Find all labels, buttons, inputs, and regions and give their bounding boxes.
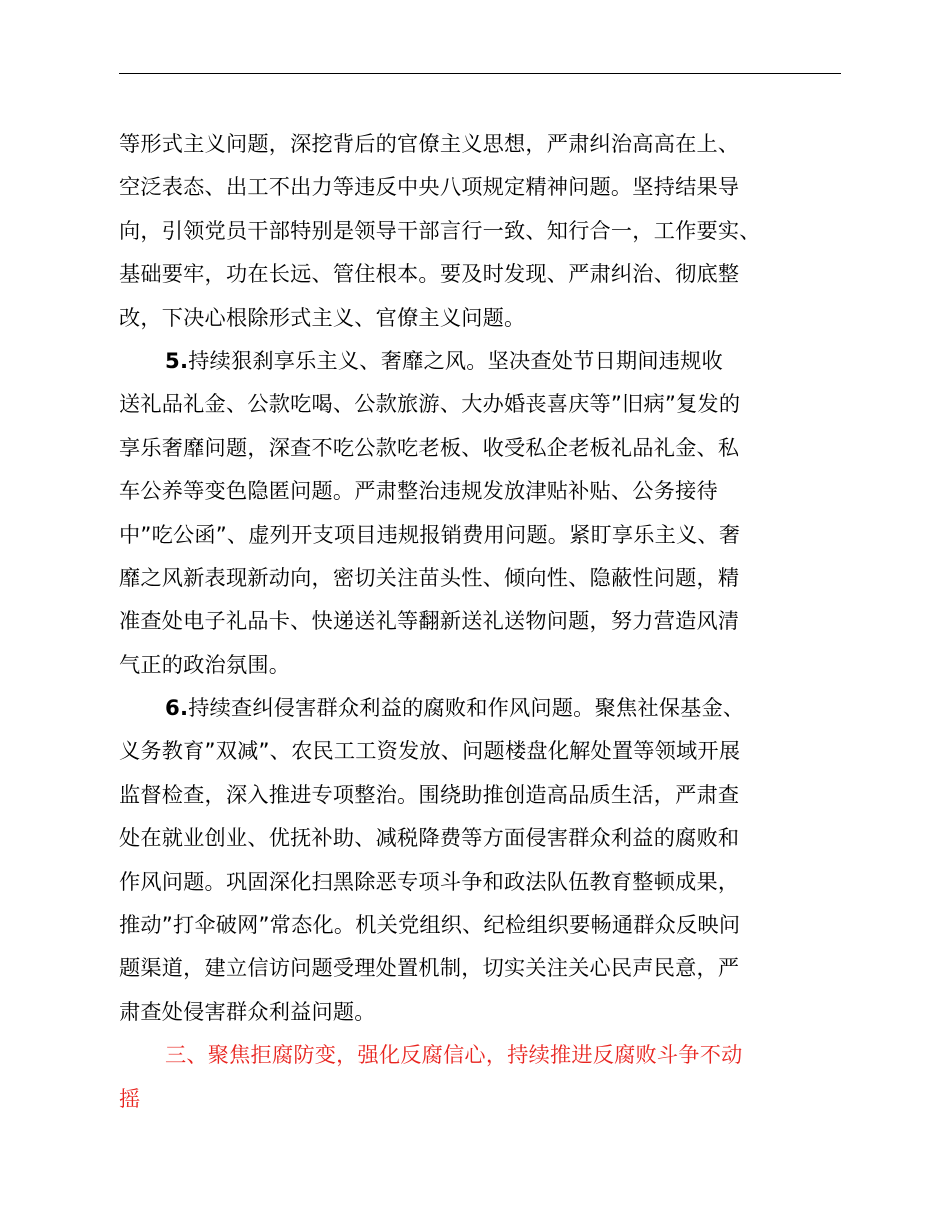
- text-line: 气正的政治氛围。: [119, 651, 291, 677]
- text-line: 监督检查，深入推进专项整治。围绕助推创造高品质生活，严肃查: [119, 781, 740, 807]
- section-heading-line: 摇: [119, 1085, 141, 1111]
- paragraph-item-5: [119, 339, 849, 686]
- text-line: [119, 686, 849, 729]
- text-line: 准查处电子礼品卡、快递送礼等翻新送礼送物问题，努力营造风清: [119, 608, 740, 634]
- text-line: 中”吃公函”、虚列开支项目违规报销费用问题。紧盯享乐主义、奢: [119, 521, 741, 547]
- item-number: 5.: [165, 347, 189, 373]
- text-line: 肃查处侵害群众利益问题。: [119, 998, 376, 1024]
- text-line: 等形式主义问题，深挖背后的官僚主义思想，严肃纠治高高在上、: [119, 131, 740, 156]
- item-first-line: 持续查纠侵害群众利益的腐败和作风问题。聚焦社保基金、: [188, 695, 745, 721]
- item-first-line: 持续狠刹享乐主义、奢靡之风。坚决查处节日期间违规收: [188, 347, 723, 373]
- text-line: 义务教育”双减”、农民工工资发放、问题楼盘化解处置等领域开展: [119, 738, 741, 764]
- text-line: 作风问题。巩固深化扫黑除恶专项斗争和政法队伍教育整顿成果，: [119, 868, 740, 894]
- paragraph-continuation: [119, 122, 849, 339]
- text-line: 推动”打伞破网”常态化。机关党组织、纪检组织要畅通群众反映问: [119, 912, 741, 938]
- text-line: 享乐奢靡问题，深查不吃公款吃老板、收受私企老板礼品礼金、私: [119, 434, 740, 460]
- paragraph-item-6: [119, 686, 849, 1033]
- text-line: [119, 339, 849, 382]
- section-heading-line: 三、聚焦拒腐防变，强化反腐信心，持续推进反腐败斗争不动: [165, 1042, 743, 1068]
- text-line: 题渠道，建立信访问题受理处置机制，切实关注关心民声民意，严: [119, 955, 740, 981]
- text-line: 处在就业创业、优抚补助、减税降费等方面侵害群众利益的腐败和: [119, 825, 740, 851]
- item-number: 6.: [165, 695, 189, 721]
- text-line: 基础要牢，功在长远、管住根本。要及时发现、严肃纠治、彻底整: [119, 261, 740, 287]
- text-line: 靡之风新表现新动向，密切关注苗头性、倾向性、隐蔽性问题，精: [119, 564, 740, 590]
- text-line: 向，引领党员干部特别是领导干部言行一致、知行合一，工作要实、: [119, 217, 761, 243]
- text-line: 车公养等变色隐匿问题。严肃整治违规发放津贴补贴、公务接待: [119, 478, 718, 504]
- header-rule: [119, 73, 841, 74]
- text-line: 送礼品礼金、公款吃喝、公款旅游、大办婚丧喜庆等”旧病”复发的: [119, 391, 741, 417]
- text-line: 改，下决心根除形式主义、官僚主义问题。: [119, 304, 526, 330]
- text-line: 空泛表态、出工不出力等违反中央八项规定精神问题。坚持结果导: [119, 174, 740, 200]
- document-body: [119, 122, 849, 1120]
- section-heading: [119, 1033, 849, 1120]
